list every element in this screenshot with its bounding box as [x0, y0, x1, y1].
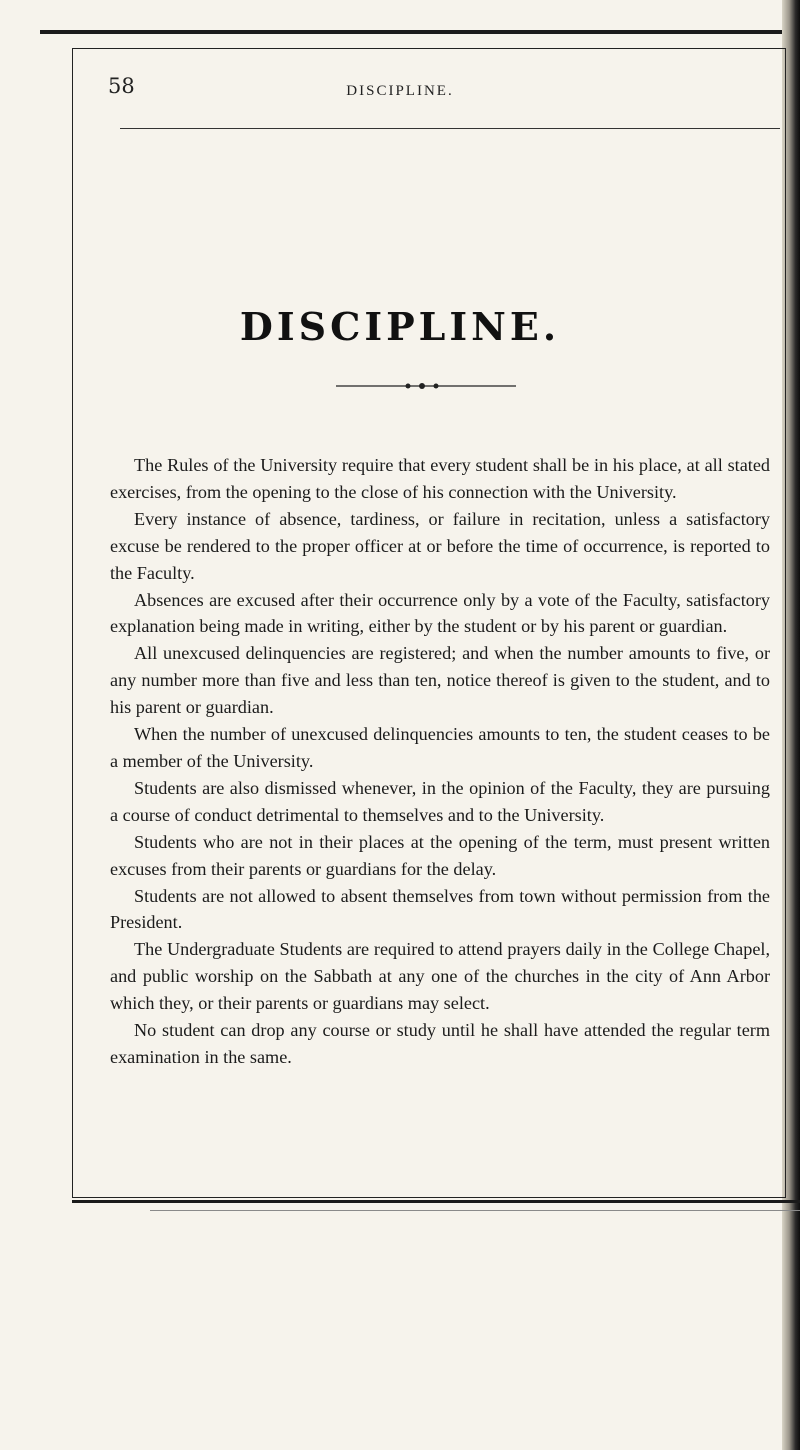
paragraph-absence: Every instance of absence, tardiness, or failure in recitation, unless a satisfactory excuse be rendered to the proper officer at or before the time of occurrence, is reported to the Faculty. — [110, 508, 770, 583]
paragraph-dismissal: Students are also dismissed whenever, in the opinion of the Faculty, they are pursuing a course of conduct detrimental to themselves and to the University. — [110, 777, 770, 825]
paragraph-ten-delinquencies: When the number of unexcused delinquencies amounts to ten, the student ceases to be a member of the University. — [110, 724, 770, 771]
paragraph-drop-course: No student can drop any course or study until he shall have attended the regular term examination in the same. — [110, 1020, 770, 1067]
page-title: DISCIPLINE. — [239, 304, 561, 349]
body-text — [110, 452, 770, 1071]
frame-bottom-rule — [72, 1200, 800, 1203]
frame-bottom-shadow — [150, 1210, 800, 1211]
paragraph-leave-town: Students are not allowed to absent themselves from town without permission from the President. — [110, 885, 770, 933]
header-rule — [120, 128, 780, 129]
page-number: 58 — [108, 74, 135, 98]
scan-edge-top — [40, 30, 800, 34]
paragraph-delinquencies: All unexcused delinquencies are registered; and when the number amounts to five, or any number more than five and less than ten, notice thereof is given to the student, and to his parent or guardian. — [110, 643, 770, 718]
paragraph-excuses: Absences are excused after their occurrence only by a vote of the Faculty, satisfactory explanation being made in writing, either by the student or by his parent or guardian. — [110, 589, 770, 637]
paragraph-term-opening: Students who are not in their places at the opening of the term, must present written excuses from their parents or guardians for the delay. — [110, 831, 770, 879]
paragraph-attendance: The Rules of the University require that every student shall be in his place, at all stated exercises, from the opening to the close of his connection with the University. — [110, 455, 770, 502]
running-head: DISCIPLINE. — [346, 83, 454, 99]
ornament-divider — [336, 380, 516, 392]
paragraph-prayers: The Undergraduate Students are required to attend prayers daily in the College Chapel, and public worship on the Sabbath at any one of the churches in the city of Ann Arbor which they, or their parents or guardians may select. — [110, 939, 770, 1014]
